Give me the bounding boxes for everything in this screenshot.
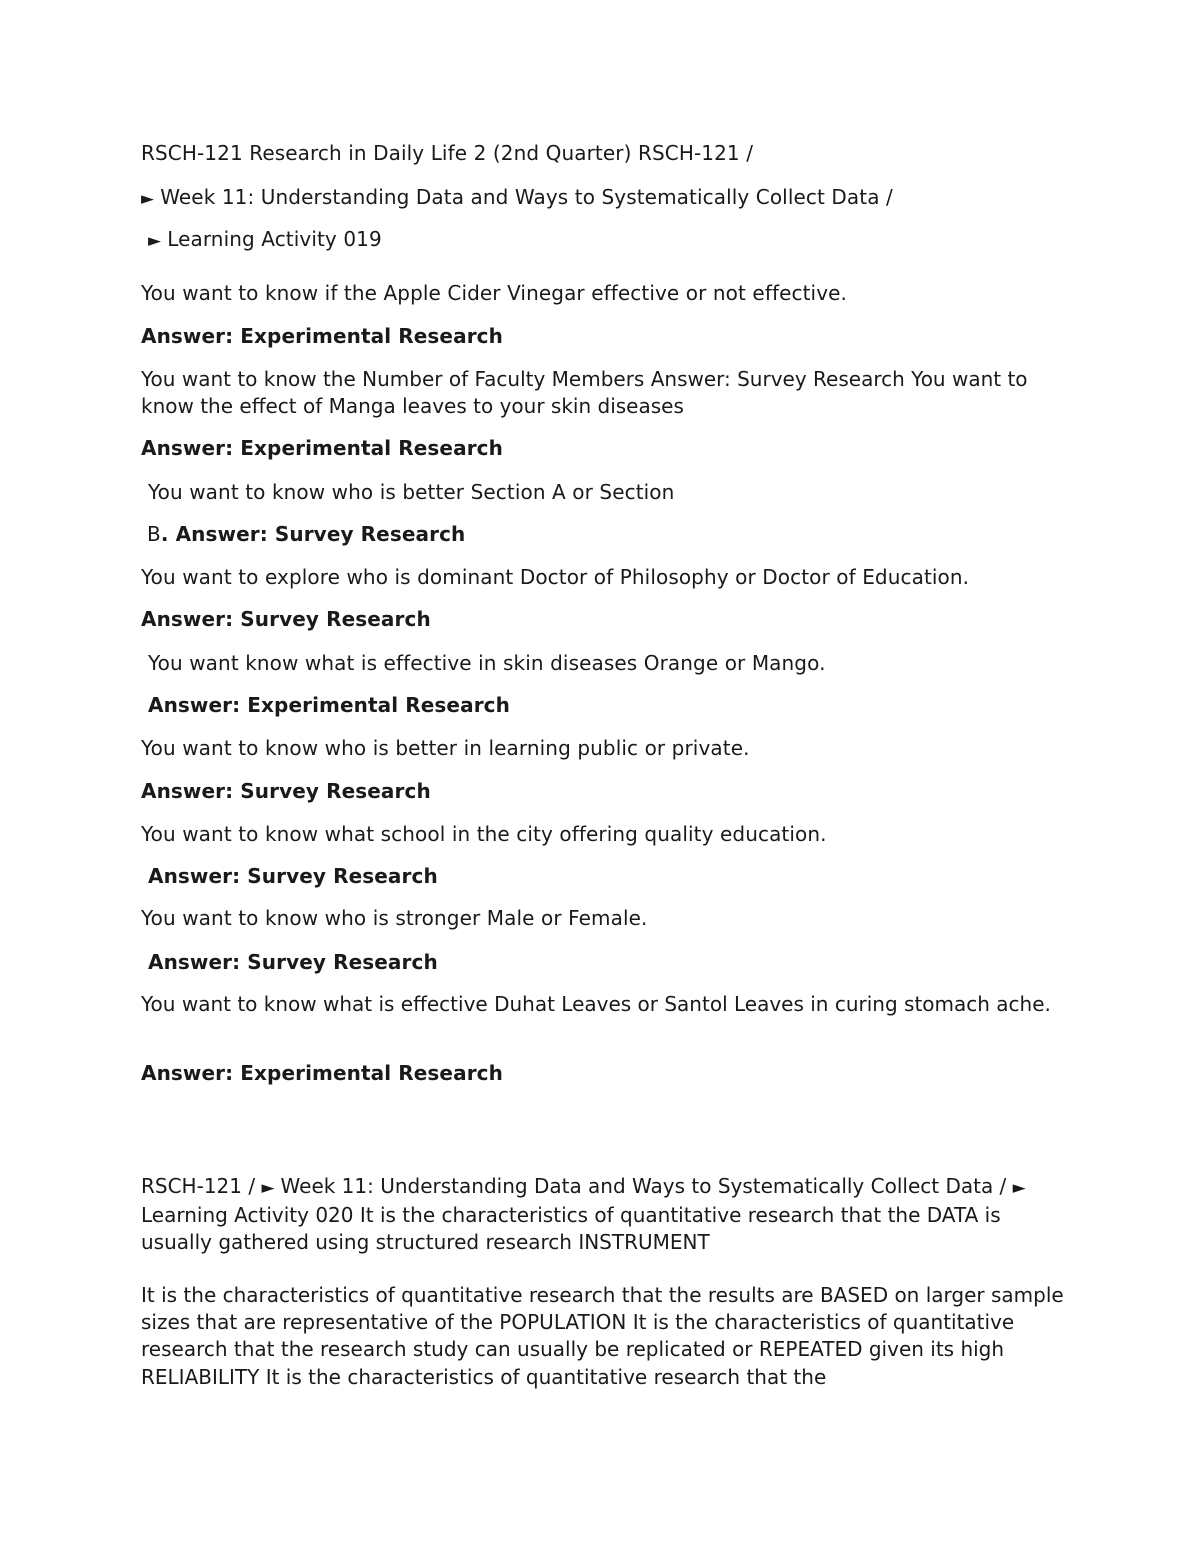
answer-8: Answer: Survey Research: [148, 950, 438, 974]
section2-paragraph: It is the characteristics of quantitative research that the results are BASED on larger sample sizes that are representative of the POPULATION It is the characteristics of quantitative research that the research study can usually be replicated or REPEATED given its high RELIABILITY It is the characteristics of quantitative research that the: [141, 1283, 1064, 1389]
question-5: You want know what is effective in skin diseases Orange or Mango.: [148, 651, 826, 675]
answer-6: Answer: Survey Research: [141, 779, 431, 803]
question-7: You want to know what school in the city offering quality education.: [141, 822, 827, 846]
question-9: You want to know what is effective Duhat Leaves or Santol Leaves in curing stomach ache.: [141, 992, 1051, 1016]
section2-heading: [141, 1173, 1051, 1257]
triangle-right-icon: ►: [141, 189, 155, 209]
triangle-right-icon: ►: [261, 1178, 275, 1198]
breadcrumb-week: [141, 184, 893, 213]
question-8: You want to know who is stronger Male or Female.: [141, 906, 648, 930]
answer-7: Answer: Survey Research: [148, 864, 438, 888]
section2-week: Week 11: Understanding Data and Ways to Systematically Collect Data /: [280, 1174, 1007, 1198]
answer-3-prefix: B: [147, 522, 161, 546]
answer-1: Answer: Experimental Research: [141, 324, 503, 348]
answer-3: [147, 521, 465, 548]
triangle-right-icon: ►: [148, 231, 162, 251]
section2-activity-text: Learning Activity 020 It is the characteristics of quantitative research that the DATA is usually gathered using structured research INSTRUMENT: [141, 1203, 1001, 1255]
question-1: You want to know if the Apple Cider Vinegar effective or not effective.: [141, 281, 847, 305]
breadcrumb-week-text: Week 11: Understanding Data and Ways to Systematically Collect Data /: [160, 185, 893, 209]
answer-4: Answer: Survey Research: [141, 607, 431, 631]
breadcrumb-activity-text: Learning Activity 019: [167, 227, 382, 251]
breadcrumb-activity: [148, 226, 382, 255]
breadcrumb-course: RSCH-121 Research in Daily Life 2 (2nd Quarter) RSCH-121 /: [141, 141, 754, 165]
answer-5: Answer: Experimental Research: [148, 693, 510, 717]
answer-9: Answer: Experimental Research: [141, 1061, 503, 1085]
answer-3-text: . Answer: Survey Research: [160, 522, 466, 546]
triangle-right-icon: ►: [1012, 1178, 1026, 1198]
question-2: You want to know the Number of Faculty Members Answer: Survey Research You want to know the effect of Manga leaves to your skin diseases: [141, 367, 1028, 419]
question-4: You want to explore who is dominant Doctor of Philosophy or Doctor of Education.: [141, 565, 970, 589]
section2-course: RSCH-121 /: [141, 1174, 256, 1198]
question-6: You want to know who is better in learning public or private.: [141, 736, 750, 760]
answer-2: Answer: Experimental Research: [141, 436, 503, 460]
question-3: You want to know who is better Section A or Section: [148, 480, 675, 504]
